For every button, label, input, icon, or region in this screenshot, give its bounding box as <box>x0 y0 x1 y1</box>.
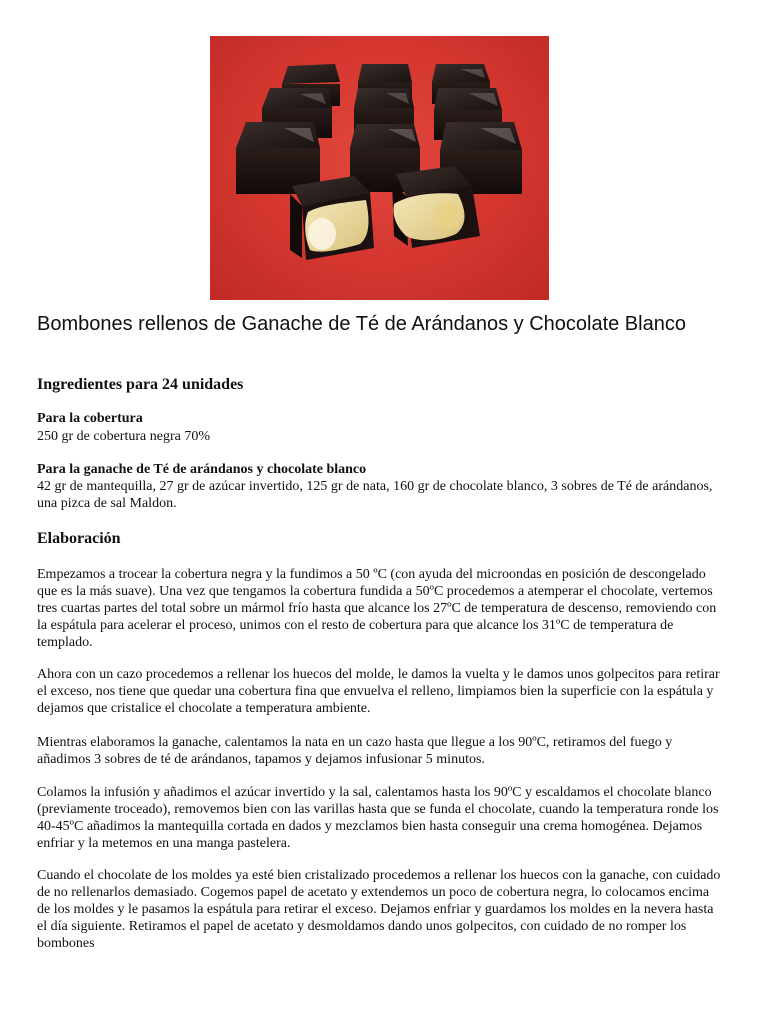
bonbons-photo <box>210 36 549 300</box>
coating-text: 250 gr de cobertura negra 70% <box>37 429 210 444</box>
coating-heading: Para la cobertura <box>37 411 143 426</box>
bonbon-front-left <box>236 122 320 194</box>
preparation-paragraph-4: Colamos la infusión y añadimos el azúcar invertido y la sal, calentamos hasta los 90ºC y escaldamos el chocolate blanco (previamente troceado), removemos bien con las varillas hasta que se funda el chocolate, cuando la temperatura ronde los 40-45ºC añadimos la mantequilla cortada en dados y mezclamos bien hasta conseguir una crema homogénea. Dejamos enfriar y la metemos en una manga pastelera. <box>37 785 719 851</box>
bonbon-cut-left <box>290 176 374 260</box>
preparation-paragraph-5: Cuando el chocolate de los moldes ya esté bien cristalizado procedemos a rellenar los huecos con la ganache, con cuidado de no rellenarlos demasiado. Cogemos papel de acetato y extendemos un poco de cobertura negra, lo colocamos encima de los moldes y le pasamos la espátula para retirar el exceso. Dejamos enfriar y guardamos los moldes en la nevera hasta el día siguiente. Retiramos el papel de acetato y desmoldamos dando unos golpecitos, con cuidado de no romper los bombones <box>37 868 721 951</box>
recipe-title: Bombones rellenos de Ganache de Té de Arándanos y Chocolate Blanco <box>37 313 686 335</box>
preparation-paragraph-1: Empezamos a trocear la cobertura negra y la fundimos a 50 ºC (con ayuda del microondas en posición de descongelado que es la más suave). Una vez que tengamos la cobertura fundida a 50ºC procedemos a atemperar el chocolate, vertemos tres cuartas partes del total sobre un mármol frío hasta que alcance los 27ºC de temperatura de descenso, removiendo con la espátula para acelerar el proceso, unimos con el resto de cobertura para que alcance los 31ºC de temperatura de templado. <box>37 567 717 650</box>
ganache-heading: Para la ganache de Té de arándanos y chocolate blanco <box>37 462 367 477</box>
preparation-paragraph-3: Mientras elaboramos la ganache, calentamos la nata en un cazo hasta que llegue a los 90ºC, retiramos del fuego y añadimos 3 sobres de té de arándanos, tapamos y dejamos infusionar 5 minutos. <box>37 735 673 767</box>
ganache-text: 42 gr de mantequilla, 27 gr de azúcar invertido, 125 gr de nata, 160 gr de chocolate blanco, 3 sobres de Té de arándanos, una pizca de sal Maldon. <box>37 479 713 511</box>
ingredients-heading: Ingredientes para 24 unidades <box>37 376 244 393</box>
preparation-heading: Elaboración <box>37 530 121 547</box>
bonbons-illustration <box>210 36 549 300</box>
preparation-paragraph-2: Ahora con un cazo procedemos a rellenar los huecos del molde, le damos la vuelta y le damos unos golpecitos para retirar el exceso, nos tiene que quedar una cobertura fina que envuelva el relleno, limpiamos bien la superficie con la espátula y dejamos que cristalice el chocolate a temperatura ambiente. <box>37 667 720 716</box>
